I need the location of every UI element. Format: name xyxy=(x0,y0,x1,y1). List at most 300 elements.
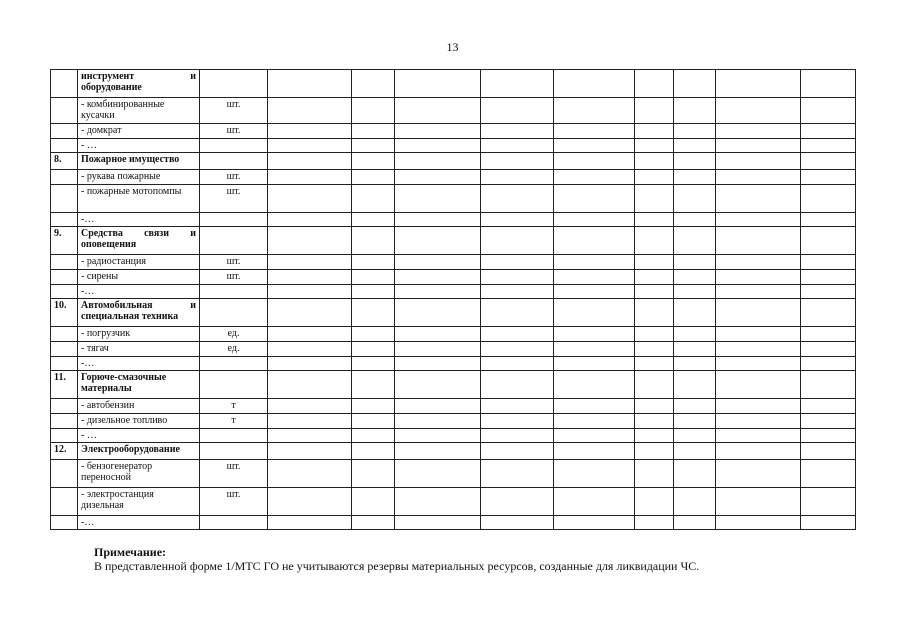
empty-cell xyxy=(395,516,481,530)
empty-cell xyxy=(268,70,352,98)
unit-cell xyxy=(200,299,268,327)
empty-cell xyxy=(395,185,481,213)
empty-cell xyxy=(674,139,716,153)
empty-cell xyxy=(268,270,352,285)
row-number xyxy=(51,414,78,429)
empty-cell xyxy=(352,285,395,299)
item-name: - … xyxy=(78,429,200,443)
empty-cell xyxy=(674,170,716,185)
empty-cell xyxy=(801,443,856,460)
empty-cell xyxy=(481,414,554,429)
empty-cell xyxy=(268,213,352,227)
empty-cell xyxy=(352,170,395,185)
empty-cell xyxy=(554,488,635,516)
row-number xyxy=(51,285,78,299)
table-row xyxy=(51,488,856,516)
empty-cell xyxy=(801,270,856,285)
item-name: - автобензин xyxy=(78,399,200,414)
empty-cell xyxy=(635,124,674,139)
empty-cell xyxy=(674,429,716,443)
table-row xyxy=(51,516,856,530)
table-row xyxy=(51,460,856,488)
empty-cell xyxy=(716,357,801,371)
item-name: Горюче-смазочные материалы xyxy=(78,371,200,399)
empty-cell xyxy=(395,327,481,342)
empty-cell xyxy=(674,357,716,371)
empty-cell xyxy=(716,185,801,213)
empty-cell xyxy=(481,299,554,327)
empty-cell xyxy=(352,357,395,371)
empty-cell xyxy=(716,285,801,299)
empty-cell xyxy=(352,185,395,213)
row-number xyxy=(51,488,78,516)
empty-cell xyxy=(352,399,395,414)
empty-cell xyxy=(554,98,635,124)
unit-cell xyxy=(200,357,268,371)
empty-cell xyxy=(395,488,481,516)
empty-cell xyxy=(674,213,716,227)
empty-cell xyxy=(635,70,674,98)
empty-cell xyxy=(395,124,481,139)
unit-cell: т xyxy=(200,399,268,414)
row-number xyxy=(51,516,78,530)
empty-cell xyxy=(481,213,554,227)
empty-cell xyxy=(352,98,395,124)
note-text: В представленной форме 1/МТС ГО не учитываются резервы материальных ресурсов, созданные для ликвидации ЧС. xyxy=(94,559,700,573)
empty-cell xyxy=(674,98,716,124)
empty-cell xyxy=(674,255,716,270)
empty-cell xyxy=(268,153,352,170)
empty-cell xyxy=(716,342,801,357)
empty-cell xyxy=(481,270,554,285)
item-name: - пожарные мотопомпы xyxy=(78,185,200,213)
empty-cell xyxy=(395,227,481,255)
empty-cell xyxy=(716,270,801,285)
unit-cell xyxy=(200,285,268,299)
empty-cell xyxy=(635,227,674,255)
unit-cell: ед. xyxy=(200,327,268,342)
empty-cell xyxy=(635,327,674,342)
table-row xyxy=(51,270,856,285)
empty-cell xyxy=(716,299,801,327)
empty-cell xyxy=(268,227,352,255)
empty-cell xyxy=(352,460,395,488)
empty-cell xyxy=(395,299,481,327)
empty-cell xyxy=(635,255,674,270)
empty-cell xyxy=(801,285,856,299)
empty-cell xyxy=(716,429,801,443)
empty-cell xyxy=(395,270,481,285)
empty-cell xyxy=(554,399,635,414)
unit-cell: шт. xyxy=(200,98,268,124)
empty-cell xyxy=(481,342,554,357)
empty-cell xyxy=(481,460,554,488)
empty-cell xyxy=(801,170,856,185)
row-number xyxy=(51,327,78,342)
empty-cell xyxy=(674,70,716,98)
row-number xyxy=(51,399,78,414)
empty-cell xyxy=(554,327,635,342)
row-number: 10. xyxy=(51,299,78,327)
empty-cell xyxy=(481,429,554,443)
empty-cell xyxy=(554,342,635,357)
item-name: -… xyxy=(78,285,200,299)
empty-cell xyxy=(716,488,801,516)
empty-cell xyxy=(352,227,395,255)
empty-cell xyxy=(716,255,801,270)
empty-cell xyxy=(352,255,395,270)
empty-cell xyxy=(801,516,856,530)
empty-cell xyxy=(635,153,674,170)
table-row xyxy=(51,327,856,342)
empty-cell xyxy=(481,488,554,516)
empty-cell xyxy=(554,139,635,153)
item-name: - сирены xyxy=(78,270,200,285)
empty-cell xyxy=(352,153,395,170)
empty-cell xyxy=(554,299,635,327)
empty-cell xyxy=(635,170,674,185)
unit-cell xyxy=(200,516,268,530)
empty-cell xyxy=(481,443,554,460)
row-number: 12. xyxy=(51,443,78,460)
item-name: инструмент и оборудование xyxy=(78,70,200,98)
empty-cell xyxy=(635,443,674,460)
empty-cell xyxy=(801,399,856,414)
empty-cell xyxy=(268,124,352,139)
empty-cell xyxy=(481,98,554,124)
item-name: - электростанция дизельная xyxy=(78,488,200,516)
row-number xyxy=(51,255,78,270)
table-row xyxy=(51,213,856,227)
table-row xyxy=(51,124,856,139)
empty-cell xyxy=(635,488,674,516)
empty-cell xyxy=(554,227,635,255)
row-number xyxy=(51,139,78,153)
empty-cell xyxy=(352,327,395,342)
table-row xyxy=(51,98,856,124)
empty-cell xyxy=(635,516,674,530)
empty-cell xyxy=(554,414,635,429)
empty-cell xyxy=(801,185,856,213)
empty-cell xyxy=(352,443,395,460)
empty-cell xyxy=(395,414,481,429)
empty-cell xyxy=(674,399,716,414)
empty-cell xyxy=(635,139,674,153)
item-name: Пожарное имущество xyxy=(78,153,200,170)
note-title: Примечание: xyxy=(94,545,167,559)
empty-cell xyxy=(554,371,635,399)
empty-cell xyxy=(635,270,674,285)
empty-cell xyxy=(801,70,856,98)
category-row xyxy=(51,227,856,255)
item-name: - погрузчик xyxy=(78,327,200,342)
empty-cell xyxy=(352,299,395,327)
category-row xyxy=(51,443,856,460)
empty-cell xyxy=(268,327,352,342)
empty-cell xyxy=(395,170,481,185)
item-name: - комбинированные кусачки xyxy=(78,98,200,124)
empty-cell xyxy=(268,185,352,213)
empty-cell xyxy=(674,460,716,488)
empty-cell xyxy=(674,516,716,530)
item-name: - дизельное топливо xyxy=(78,414,200,429)
empty-cell xyxy=(268,429,352,443)
empty-cell xyxy=(801,213,856,227)
empty-cell xyxy=(801,460,856,488)
empty-cell xyxy=(481,357,554,371)
empty-cell xyxy=(554,185,635,213)
empty-cell xyxy=(268,299,352,327)
row-number xyxy=(51,124,78,139)
table-row xyxy=(51,399,856,414)
empty-cell xyxy=(268,357,352,371)
row-number xyxy=(51,357,78,371)
empty-cell xyxy=(352,516,395,530)
item-name: Средства связи и оповещения xyxy=(78,227,200,255)
empty-cell xyxy=(635,213,674,227)
unit-cell xyxy=(200,429,268,443)
empty-cell xyxy=(481,185,554,213)
empty-cell xyxy=(268,139,352,153)
empty-cell xyxy=(635,185,674,213)
item-name: -… xyxy=(78,357,200,371)
empty-cell xyxy=(395,255,481,270)
unit-cell: шт. xyxy=(200,488,268,516)
table-row xyxy=(51,357,856,371)
empty-cell xyxy=(716,98,801,124)
empty-cell xyxy=(635,98,674,124)
item-name: - бензогенератор переносной xyxy=(78,460,200,488)
empty-cell xyxy=(268,285,352,299)
row-number xyxy=(51,185,78,213)
empty-cell xyxy=(481,153,554,170)
empty-cell xyxy=(716,399,801,414)
empty-cell xyxy=(268,414,352,429)
empty-cell xyxy=(801,299,856,327)
row-number xyxy=(51,270,78,285)
item-name: Электрооборудование xyxy=(78,443,200,460)
empty-cell xyxy=(481,399,554,414)
empty-cell xyxy=(801,139,856,153)
empty-cell xyxy=(674,153,716,170)
empty-cell xyxy=(554,170,635,185)
item-name: -… xyxy=(78,213,200,227)
empty-cell xyxy=(481,327,554,342)
empty-cell xyxy=(801,429,856,443)
empty-cell xyxy=(674,124,716,139)
empty-cell xyxy=(481,139,554,153)
empty-cell xyxy=(716,139,801,153)
table-row xyxy=(51,414,856,429)
empty-cell xyxy=(635,285,674,299)
empty-cell xyxy=(352,124,395,139)
empty-cell xyxy=(801,342,856,357)
empty-cell xyxy=(481,227,554,255)
empty-cell xyxy=(716,227,801,255)
empty-cell xyxy=(481,285,554,299)
empty-cell xyxy=(481,516,554,530)
empty-cell xyxy=(716,371,801,399)
empty-cell xyxy=(268,342,352,357)
empty-cell xyxy=(554,270,635,285)
empty-cell xyxy=(716,170,801,185)
empty-cell xyxy=(554,153,635,170)
empty-cell xyxy=(352,270,395,285)
empty-cell xyxy=(801,488,856,516)
empty-cell xyxy=(635,371,674,399)
table-row xyxy=(51,139,856,153)
unit-cell: т xyxy=(200,414,268,429)
empty-cell xyxy=(554,70,635,98)
empty-cell xyxy=(674,185,716,213)
unit-cell xyxy=(200,213,268,227)
empty-cell xyxy=(352,70,395,98)
empty-cell xyxy=(352,429,395,443)
empty-cell xyxy=(481,124,554,139)
table-row xyxy=(51,285,856,299)
resources-table xyxy=(50,69,856,530)
empty-cell xyxy=(395,139,481,153)
empty-cell xyxy=(635,342,674,357)
empty-cell xyxy=(395,70,481,98)
unit-cell xyxy=(200,443,268,460)
table-row xyxy=(51,185,856,213)
empty-cell xyxy=(268,460,352,488)
empty-cell xyxy=(635,299,674,327)
note-block xyxy=(94,545,699,573)
row-number: 11. xyxy=(51,371,78,399)
unit-cell xyxy=(200,153,268,170)
empty-cell xyxy=(395,98,481,124)
empty-cell xyxy=(674,414,716,429)
empty-cell xyxy=(716,443,801,460)
table-row xyxy=(51,429,856,443)
empty-cell xyxy=(674,270,716,285)
empty-cell xyxy=(554,443,635,460)
empty-cell xyxy=(395,443,481,460)
empty-cell xyxy=(481,255,554,270)
empty-cell xyxy=(801,227,856,255)
empty-cell xyxy=(395,399,481,414)
row-number xyxy=(51,213,78,227)
empty-cell xyxy=(268,516,352,530)
empty-cell xyxy=(395,213,481,227)
row-number xyxy=(51,98,78,124)
unit-cell: ед. xyxy=(200,342,268,357)
empty-cell xyxy=(352,414,395,429)
unit-cell xyxy=(200,371,268,399)
empty-cell xyxy=(674,285,716,299)
empty-cell xyxy=(395,429,481,443)
unit-cell: шт. xyxy=(200,460,268,488)
empty-cell xyxy=(674,488,716,516)
empty-cell xyxy=(716,327,801,342)
empty-cell xyxy=(395,285,481,299)
empty-cell xyxy=(395,357,481,371)
empty-cell xyxy=(716,124,801,139)
empty-cell xyxy=(352,488,395,516)
unit-cell: шт. xyxy=(200,255,268,270)
empty-cell xyxy=(554,255,635,270)
empty-cell xyxy=(554,213,635,227)
empty-cell xyxy=(395,342,481,357)
empty-cell xyxy=(352,342,395,357)
empty-cell xyxy=(674,443,716,460)
table-row xyxy=(51,70,856,98)
empty-cell xyxy=(635,414,674,429)
empty-cell xyxy=(352,139,395,153)
empty-cell xyxy=(554,124,635,139)
empty-cell xyxy=(395,153,481,170)
row-number: 9. xyxy=(51,227,78,255)
empty-cell xyxy=(716,213,801,227)
empty-cell xyxy=(716,70,801,98)
item-name: - рукава пожарные xyxy=(78,170,200,185)
empty-cell xyxy=(554,516,635,530)
unit-cell xyxy=(200,70,268,98)
empty-cell xyxy=(801,153,856,170)
row-number xyxy=(51,460,78,488)
empty-cell xyxy=(801,124,856,139)
unit-cell xyxy=(200,227,268,255)
empty-cell xyxy=(481,371,554,399)
unit-cell: шт. xyxy=(200,124,268,139)
empty-cell xyxy=(352,371,395,399)
category-row xyxy=(51,299,856,327)
row-number: 8. xyxy=(51,153,78,170)
row-number xyxy=(51,70,78,98)
item-name: - радиостанция xyxy=(78,255,200,270)
item-name: Автомобильная и специальная техника xyxy=(78,299,200,327)
unit-cell: шт. xyxy=(200,170,268,185)
empty-cell xyxy=(554,285,635,299)
item-name: - … xyxy=(78,139,200,153)
empty-cell xyxy=(352,213,395,227)
empty-cell xyxy=(554,429,635,443)
empty-cell xyxy=(635,399,674,414)
empty-cell xyxy=(716,460,801,488)
empty-cell xyxy=(674,371,716,399)
category-row xyxy=(51,153,856,170)
empty-cell xyxy=(801,98,856,124)
empty-cell xyxy=(268,443,352,460)
category-row xyxy=(51,371,856,399)
empty-cell xyxy=(801,414,856,429)
page-number: 13 xyxy=(446,40,459,54)
empty-cell xyxy=(268,170,352,185)
row-number xyxy=(51,342,78,357)
empty-cell xyxy=(716,516,801,530)
item-name: - домкрат xyxy=(78,124,200,139)
empty-cell xyxy=(716,414,801,429)
row-number xyxy=(51,429,78,443)
table-row xyxy=(51,255,856,270)
unit-cell: шт. xyxy=(200,270,268,285)
empty-cell xyxy=(674,299,716,327)
empty-cell xyxy=(268,98,352,124)
empty-cell xyxy=(716,153,801,170)
empty-cell xyxy=(481,170,554,185)
empty-cell xyxy=(395,460,481,488)
empty-cell xyxy=(635,357,674,371)
table-body xyxy=(51,70,856,530)
empty-cell xyxy=(481,70,554,98)
empty-cell xyxy=(801,327,856,342)
empty-cell xyxy=(268,255,352,270)
table-row xyxy=(51,342,856,357)
empty-cell xyxy=(268,371,352,399)
table-row xyxy=(51,170,856,185)
